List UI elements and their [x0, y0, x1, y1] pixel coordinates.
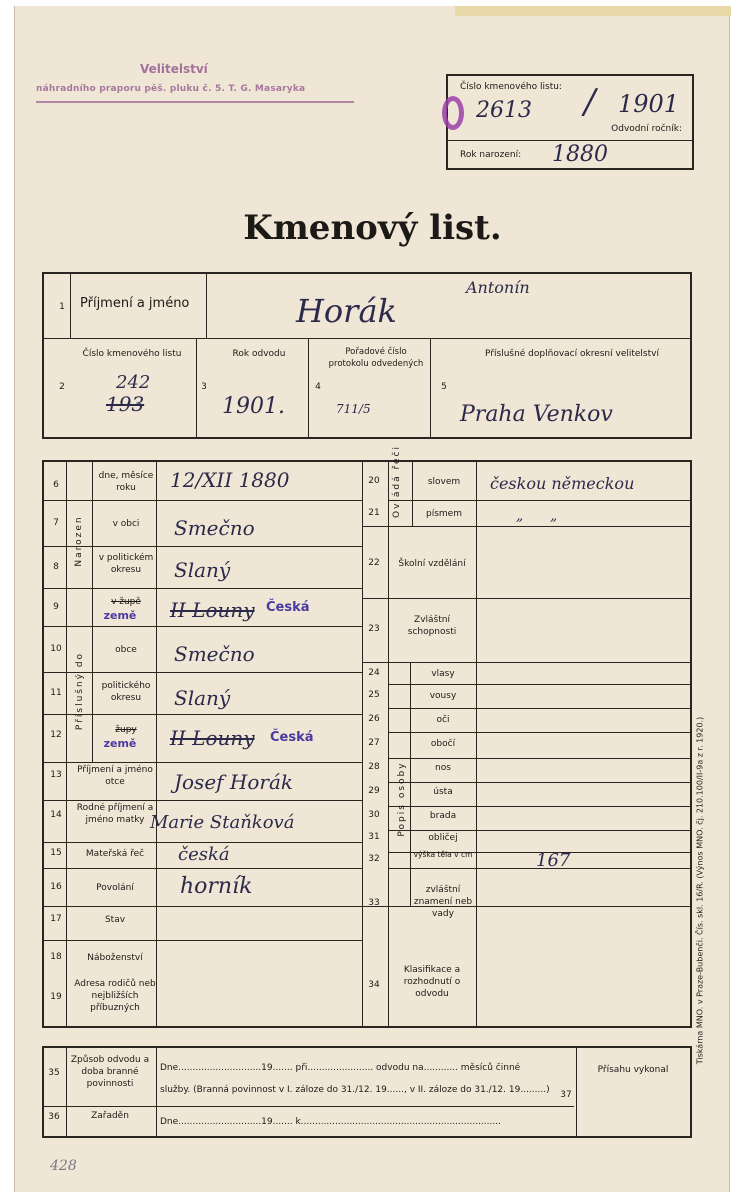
row-14-value: Marie Staňková — [150, 812, 295, 833]
violet-circle-mark — [442, 96, 464, 130]
c2-value-top: 242 — [116, 372, 151, 393]
row-23-label: Zvláštní schopnosti — [407, 615, 457, 637]
row-21-label: písmem — [426, 509, 462, 519]
row-35-number: 35 — [48, 1068, 60, 1078]
row-34-number: 34 — [368, 980, 380, 990]
row-13-number: 13 — [50, 770, 62, 780]
row-19-label: Adresa rodičů neb nejbližších příbuzných — [74, 979, 156, 1013]
row-20-number: 20 — [368, 476, 380, 486]
row-23-number: 23 — [368, 624, 380, 634]
side-printer-note: Tiskárna MNO. v Praze-Bubenči. Čís. skl. 16/R. (Výnos MNO. čj. 210.100/II-9a z r. 1920.) — [695, 716, 705, 1065]
c4-value: 711/5 — [336, 402, 371, 416]
row-13-value: Josef Horák — [174, 770, 294, 794]
row-17-number: 17 — [50, 914, 62, 924]
row-29-label: ústa — [433, 787, 453, 797]
c5-number: 5 — [441, 382, 447, 392]
row-27-label: obočí — [430, 739, 456, 749]
c4-label: Pořadové číslo protokolu odvedených — [328, 347, 424, 369]
row-37-label: Přísahu vykonal — [597, 1065, 669, 1075]
row-20-label: slovem — [427, 477, 461, 487]
row-10-number: 10 — [50, 644, 62, 654]
row-33-number: 33 — [368, 898, 380, 908]
group-prislusi: Příslušný do — [75, 651, 85, 731]
row-31-number: 31 — [368, 832, 380, 842]
row-11-label: politického okresu — [101, 681, 151, 703]
row-16-number: 16 — [50, 882, 62, 892]
row-35-label: Způsob odvodu a doba branné povinnosti — [70, 1055, 150, 1089]
row-33-label: zvláštní znamení neb vady — [413, 885, 473, 919]
stamp-line-1: Velitelství — [140, 62, 208, 76]
row-12-value-struck: II Louny — [170, 726, 255, 750]
c3-number: 3 — [201, 382, 207, 392]
row-19-number: 19 — [50, 992, 62, 1002]
r1-surname: Horák — [296, 292, 397, 330]
page-title: Kmenový list. — [243, 208, 502, 248]
rocnik-label: Odvodní ročník: — [611, 124, 682, 134]
row-35-line-2: služby. (Branná povinnost v I. záloze do 31./12. 19......, v II. záloze do 31./12. 19.........) — [160, 1085, 550, 1095]
row-30-label: brada — [429, 811, 457, 821]
row-13-label: Příjmení a jméno otce — [77, 765, 153, 787]
rocnik-value: 1901 — [618, 90, 680, 118]
r1-given-name: Antonín — [466, 278, 530, 297]
row-15-label: Mateřská řeč — [85, 849, 145, 859]
row-9-value-struck: II Louny — [170, 598, 255, 622]
row-11-value: Slaný — [174, 686, 231, 710]
row-20-value: českou německou — [490, 474, 635, 493]
row-28-number: 28 — [368, 762, 380, 772]
row-6-label: dne, měsíce roku — [98, 471, 154, 493]
row-7-label: v obci — [112, 519, 140, 529]
row-25-label: vousy — [429, 691, 457, 701]
row-10-value: Smečno — [174, 642, 255, 666]
row-9-value-stamp: Česká — [266, 600, 310, 615]
row-9-number: 9 — [53, 602, 59, 612]
row-14-number: 14 — [50, 810, 62, 820]
row-18-label: Náboženství — [87, 953, 143, 963]
row-32-value: 167 — [536, 850, 571, 871]
c2-number: 2 — [59, 382, 65, 392]
row-12-label-stamp: země — [103, 737, 137, 750]
row-12-label-struck: župy — [115, 725, 137, 735]
row-37-number: 37 — [560, 1090, 572, 1100]
id-box — [446, 74, 694, 170]
c3-value: 1901. — [222, 394, 285, 419]
row-8-value: Slaný — [174, 558, 231, 582]
row-7-value: Smečno — [174, 516, 255, 540]
c2-value-struck: 193 — [106, 392, 145, 416]
group-narozen: Narozen — [74, 515, 84, 567]
row-18-number: 18 — [50, 952, 62, 962]
row-15-number: 15 — [50, 848, 62, 858]
c4-number: 4 — [315, 382, 321, 392]
stamp-underline — [36, 101, 354, 103]
row-25-number: 25 — [368, 690, 380, 700]
row-21-value: „ „ — [516, 508, 558, 524]
row-36-line: Dne.............................19....... k...................................................................... — [160, 1117, 501, 1127]
row-9-label-stamp: země — [103, 609, 137, 622]
c2-label: Číslo kmenového listu — [82, 349, 182, 359]
row-35-line-1: Dne.............................19....... při....................... odvodu na............ měsíců činné — [160, 1063, 521, 1073]
row-8-label: v politickém okresu — [98, 553, 154, 575]
rok-label: Rok narození: — [460, 150, 522, 160]
row-7-number: 7 — [53, 518, 59, 528]
row-30-number: 30 — [368, 810, 380, 820]
c3-label: Rok odvodu — [232, 349, 286, 359]
row-24-label: vlasy — [431, 669, 455, 679]
row-12-value-stamp: Česká — [270, 730, 314, 745]
cislo-label: Číslo kmenového listu: — [460, 82, 562, 92]
row-24-number: 24 — [368, 668, 380, 678]
row-16-label: Povolání — [96, 883, 134, 893]
row-22-label: Školní vzdělání — [398, 559, 466, 569]
row-27-number: 27 — [368, 738, 380, 748]
row-1-number: 1 — [59, 302, 65, 312]
row-6-value: 12/XII 1880 — [170, 468, 290, 492]
c5-label: Příslušné doplňovací okresní velitelství — [485, 349, 659, 359]
row-12-number: 12 — [50, 730, 62, 740]
row-6-number: 6 — [53, 480, 59, 490]
row-16-value: horník — [180, 874, 253, 899]
c5-value: Praha Venkov — [460, 402, 613, 427]
group-popis: Popis osoby — [397, 761, 407, 837]
row-31-label: obličej — [428, 833, 458, 843]
row-10-label: obce — [115, 645, 137, 655]
row-34-label: Klasifikace a rozhodnutí o odvodu — [403, 965, 461, 999]
row-32-label: výška těla v cm — [413, 850, 473, 859]
row-26-number: 26 — [368, 714, 380, 724]
rok-value: 1880 — [552, 142, 608, 167]
row-17-label: Stav — [104, 915, 126, 925]
row-28-label: nos — [435, 763, 451, 773]
row-9-label-struck: v župě — [111, 597, 141, 607]
r1-label: Příjmení a jméno — [80, 296, 190, 311]
row-8-number: 8 — [53, 562, 59, 572]
row-11-number: 11 — [50, 688, 62, 698]
stamp-line-2: náhradního praporu pěš. pluku č. 5. T. G. Masaryka — [36, 84, 306, 94]
group-ovlada: Ovládá řeči — [392, 444, 402, 518]
row-36-number: 36 — [48, 1112, 60, 1122]
row-36-label: Zařaděn — [91, 1111, 129, 1121]
row-21-number: 21 — [368, 508, 380, 518]
cislo-value: 2613 — [476, 98, 532, 123]
row-22-number: 22 — [368, 558, 380, 568]
row-26-label: oči — [436, 715, 450, 725]
row-15-value: česká — [178, 844, 230, 865]
row-29-number: 29 — [368, 786, 380, 796]
row-32-number: 32 — [368, 854, 380, 864]
row-14-label: Rodné příjmení a jméno matky — [76, 803, 154, 825]
pencil-note: 428 — [50, 1158, 77, 1174]
slash-mark: / — [584, 82, 596, 122]
